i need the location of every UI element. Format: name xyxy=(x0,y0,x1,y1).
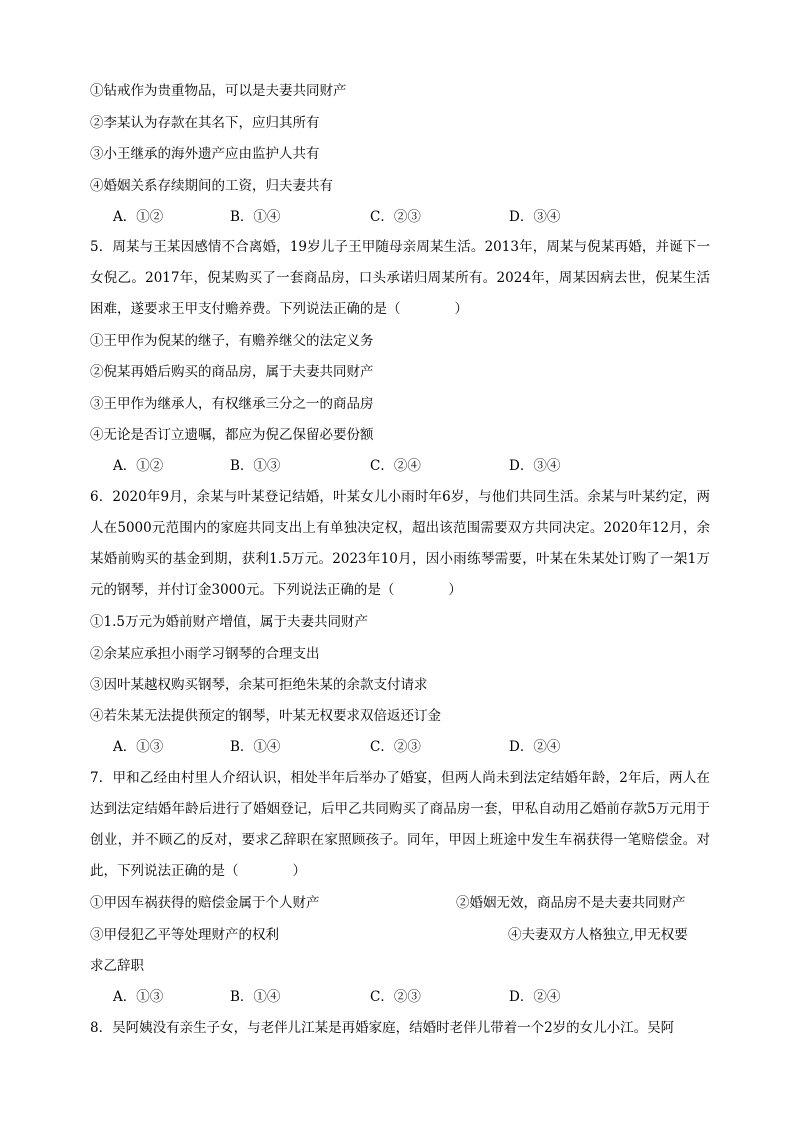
question-stem: 8．吴阿姨没有亲生子女，与老伴儿江某是再婚家庭，结婚时老伴儿带着一个2岁的女儿小江。吴阿 xyxy=(90,1020,675,1036)
question-stem: 6．2020年9月，余某与叶某登记结婚，叶某女儿小雨时年6岁，与他们共同生活。余某与叶某约定，两人在5000元范围内的家庭共同支出上有单独决定权，超出该范围需要双方共同决定。2020年12月，余某婚前购买的基金到期，获利1.5万元。2023年10月，因小雨练琴需要，叶某在朱某处订购了一架1万元的钢琴，并付订金3000元。下列说法正确的是（ ） xyxy=(90,489,710,598)
statement: ②李某认为存款在其名下，应归其所有 xyxy=(90,115,320,131)
statement: ②余某应承担小雨学习钢琴的合理支出 xyxy=(90,646,320,662)
option-a[interactable]: A．①③ xyxy=(113,739,164,755)
option-d[interactable]: D．②④ xyxy=(509,739,561,755)
statement: ④若朱某无法提供预定的钢琴，叶某无权要求双倍返还订金 xyxy=(90,708,441,724)
option-d[interactable]: D．③④ xyxy=(509,209,561,225)
statement: ③甲侵犯乙平等处理财产的权利 xyxy=(90,927,279,943)
option-b[interactable]: B．①④ xyxy=(230,989,281,1005)
statement: ③因叶某越权购买钢琴，余某可拒绝朱某的余款支付请求 xyxy=(90,677,428,693)
answer-options xyxy=(113,988,673,1006)
option-b[interactable]: B．①③ xyxy=(230,458,281,474)
statement: ②倪某再婚后购买的商品房，属于夫妻共同财产 xyxy=(90,364,374,380)
statement: ③王甲作为继承人，有权继承三分之一的商品房 xyxy=(90,396,374,412)
statement: ②婚姻无效，商品房不是夫妻共同财产 xyxy=(456,895,686,911)
statement: ④夫妻双方人格独立,甲无权要 xyxy=(508,927,688,943)
option-b[interactable]: B．①④ xyxy=(230,739,281,755)
option-c[interactable]: C．②③ xyxy=(370,989,421,1005)
question-stem: 7．甲和乙经由村里人介绍认识，相处半年后举办了婚宴，但两人尚未到法定结婚年龄，2年后，两人在达到法定结婚年龄后进行了婚姻登记，后甲乙共同购买了商品房一套，甲私自动用乙婚前存款5万元用于创业，并不顾乙的反对，要求乙辞职在家照顾孩子。同年，甲因上班途中发生车祸获得一笔赔偿金。对此，下列说法正确的是（ ） xyxy=(90,770,710,879)
option-a[interactable]: A．①② xyxy=(113,209,164,225)
option-c[interactable]: C．②③ xyxy=(370,739,421,755)
option-d[interactable]: D．②④ xyxy=(509,989,561,1005)
statement: ①钻戒作为贵重物品，可以是夫妻共同财产 xyxy=(90,83,347,99)
question-stem: 5．周某与王某因感情不合离婚，19岁儿子王甲随母亲周某生活。2013年，周某与倪某再婚，并诞下一女倪乙。2017年，倪某购买了一套商品房，口头承诺归周某所有。2024年，周某因病去世，倪某生活困难，遂要求王甲支付赡养费。下列说法正确的是（ ） xyxy=(90,239,710,317)
statement-continued: 求乙辞职 xyxy=(90,958,144,974)
answer-options xyxy=(113,457,673,475)
statement: ④婚姻关系存续期间的工资，归夫妻共有 xyxy=(90,178,333,194)
statement: ①王甲作为倪某的继子，有赡养继父的法定义务 xyxy=(90,333,374,349)
option-a[interactable]: A．①② xyxy=(113,458,164,474)
statement: ③小王继承的海外遗产应由监护人共有 xyxy=(90,146,320,162)
answer-options xyxy=(113,208,673,226)
option-d[interactable]: D．③④ xyxy=(509,458,561,474)
statement: ①1.5万元为婚前财产增值，属于夫妻共同财产 xyxy=(90,614,368,630)
statement: ④无论是否订立遗嘱，都应为倪乙保留必要份额 xyxy=(90,427,374,443)
option-c[interactable]: C．②④ xyxy=(370,458,421,474)
answer-options xyxy=(113,738,673,756)
option-b[interactable]: B．①④ xyxy=(230,209,281,225)
option-a[interactable]: A．①③ xyxy=(113,989,164,1005)
option-c[interactable]: C．②③ xyxy=(370,209,421,225)
statement: ①甲因车祸获得的赔偿金属于个人财产 xyxy=(90,895,320,911)
